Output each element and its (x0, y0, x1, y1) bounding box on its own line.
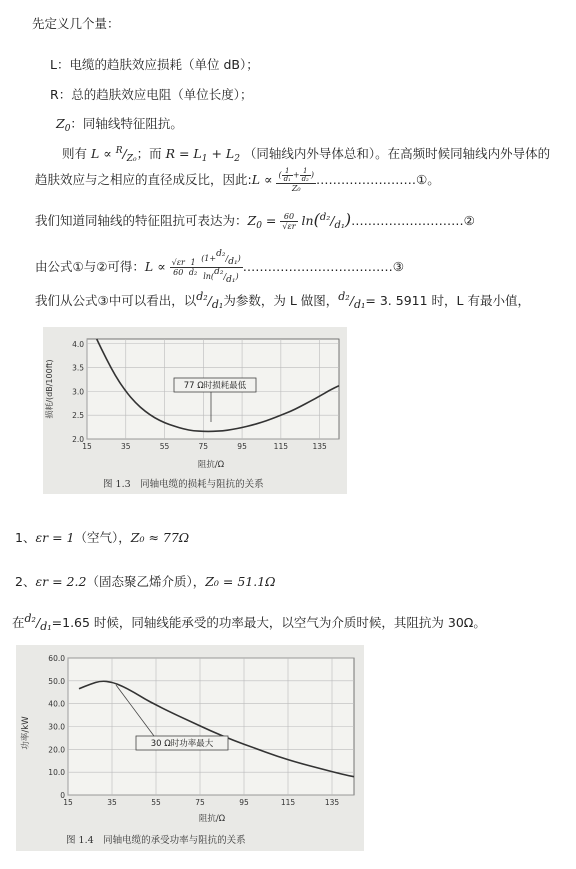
item-2 (15, 572, 276, 590)
fig2-x-tick-label: 75 (195, 798, 205, 807)
para-3 (35, 250, 404, 285)
para-5-post: =1.65 时候，同轴线能承受的功率最大，以空气为介质时候，其阻抗为 30Ω。 (51, 615, 486, 630)
para-1-line-2 (35, 168, 440, 193)
fig2-y-tick-label: 40.0 (48, 699, 65, 709)
loss-impedance-chart (43, 327, 347, 494)
figure-1-4 (16, 645, 364, 851)
para-1-dots: …………………… (315, 172, 416, 187)
def-z0-text: ：同轴线特征阻抗。 (70, 116, 183, 131)
fig1-x-tick-label: 15 (82, 442, 92, 451)
fig2-y-tick-label: 0 (60, 791, 65, 800)
item-1 (15, 528, 189, 546)
power-impedance-chart (16, 645, 364, 851)
para-4-post: = 3. 5911 时，L 有最小值， (365, 293, 530, 308)
para-4 (35, 290, 530, 311)
equation-number-1: ①。 (415, 172, 440, 187)
fig1-x-tick-label: 75 (198, 442, 209, 451)
equation-r-sum: $R = L_1 + L_2$ (165, 146, 240, 164)
para-1-rest: （同轴线内外导体总和）。在高频时候同轴线内外导体的 (243, 146, 551, 161)
def-l (50, 55, 259, 73)
intro-text: 先定义几个量： (32, 16, 120, 31)
figure-1-3 (43, 327, 347, 494)
fig2-annotation: 30 Ω时功率最大 (150, 739, 214, 749)
para-1-line-1 (62, 144, 550, 164)
fig2-y-tick-label: 10.0 (48, 768, 65, 778)
fig2-x-tick-label: 115 (280, 798, 296, 807)
ratio-d2-d1: d₂/d₁ (196, 290, 224, 311)
fig1-x-tick-label: 95 (237, 442, 247, 451)
prop-l-r-z0: $L \propto ^R/_{Z_0}$ (91, 146, 137, 164)
item-2-prefix: 2、 (15, 574, 36, 589)
para-2 (35, 210, 475, 231)
ratio-d2-d1-3: d₂/d₁ (24, 612, 52, 633)
para-4-mid: 为参数，为 L 做图， (223, 293, 339, 308)
para-1-line2-text: 趋肤效应与之相应的直径成反比，因此: (35, 172, 252, 187)
item-2-z: Z₀ = 51.1Ω (205, 574, 276, 589)
fig1-annotation: 77 Ω时损耗最低 (183, 381, 247, 391)
fig2-y-tick-label: 50.0 (48, 676, 65, 686)
fig1-y-tick-label: 2.0 (72, 435, 84, 444)
fig2-x-tick-label: 55 (151, 798, 161, 807)
item-1-paren: （空气）， (74, 530, 131, 545)
para-4-pre: 我们从公式③中可以看出，以 (35, 293, 197, 308)
fig1-y-tick-label: 3.5 (72, 363, 84, 373)
item-1-prefix: 1、 (15, 530, 36, 545)
fig2-x-tick-label: 15 (63, 798, 73, 807)
def-l-text: ：电缆的趋肤效应损耗（单位 dB）； (56, 57, 259, 72)
para-1-mid: ；而 (136, 146, 162, 161)
fig1-x-tick-label: 115 (273, 442, 289, 451)
fig2-ylabel: 功率/kW (21, 716, 31, 750)
fig2-caption: 图 1.4 同轴电缆的承受功率与阻抗的关系 (66, 835, 246, 846)
equation-number-3: ③ (392, 259, 404, 274)
fig1-y-tick-label: 2.5 (72, 411, 84, 421)
def-r-text: ：总的趋肤效应电阻（单位长度）； (58, 87, 253, 102)
fig2-y-tick-label: 20.0 (48, 745, 65, 755)
fig1-x-tick-label: 135 (312, 442, 327, 451)
def-r-symbol: R (50, 87, 59, 102)
fig2-x-tick-label: 135 (324, 798, 340, 807)
para-3-dots: ……………………………… (242, 259, 393, 274)
para-1-prefix: 则有 (62, 146, 88, 161)
para-3-text: 由公式①与②可得： (35, 259, 145, 274)
fig2-xlabel: 阻抗/Ω (198, 814, 226, 824)
ratio-d2-d1-2: d₂/d₁ (338, 290, 366, 311)
fig1-x-tick-label: 55 (159, 442, 170, 451)
para-5 (12, 612, 486, 633)
item-2-paren: （固态聚乙烯介质）， (86, 574, 206, 589)
fig1-y-tick-label: 3.0 (72, 387, 84, 397)
para-2-dots: ……………………… (351, 213, 464, 228)
formula-2: $Z_0$ = $\frac{60}{√\varepsilon r}$ $\ln(^{d_2}/_{d_1})$ (247, 210, 352, 231)
equation-number-2: ② (463, 213, 475, 228)
fig1-caption: 图 1.3 同轴电缆的损耗与阻抗的关系 (103, 479, 264, 490)
item-1-z: Z₀ ≈ 77Ω (130, 530, 190, 545)
formula-1: L ∝ ( $\frac{1}{\text{d₁}}$ + $\frac{1}{\text{d₂}}$ ) Z₀ (251, 167, 314, 193)
def-r (50, 85, 252, 103)
para-5-pre: 在 (12, 615, 25, 630)
fig2-y-tick-label: 30.0 (48, 722, 65, 732)
item-1-eps: εr = 1 (35, 530, 75, 545)
fig1-xlabel: 阻抗/Ω (197, 460, 225, 470)
def-z0-symbol: $Z_0$ (56, 116, 71, 134)
fig1-x-tick-label: 35 (120, 442, 131, 451)
para-2-text: 我们知道同轴线的特征阻抗可表达为： (35, 213, 248, 228)
def-l-symbol: L (50, 57, 57, 72)
fig2-y-tick-label: 60.0 (48, 654, 65, 663)
fig1-y-tick-label: 4.0 (72, 339, 84, 349)
def-z0 (56, 114, 183, 134)
fig1-ylabel: 损耗/(dB/100ft) (45, 359, 54, 419)
fig2-x-tick-label: 35 (107, 798, 117, 807)
fig2-x-tick-label: 95 (239, 798, 249, 807)
formula-3: L ∝ $\frac{√\varepsilon r}{60}$ $\frac{1}{\text{d₂}}$ $\frac{\text{(1+d₂/d₁)}}{\text{ln(d₂/d₁)}}$ (144, 249, 241, 285)
item-2-eps: εr = 2.2 (35, 574, 87, 589)
